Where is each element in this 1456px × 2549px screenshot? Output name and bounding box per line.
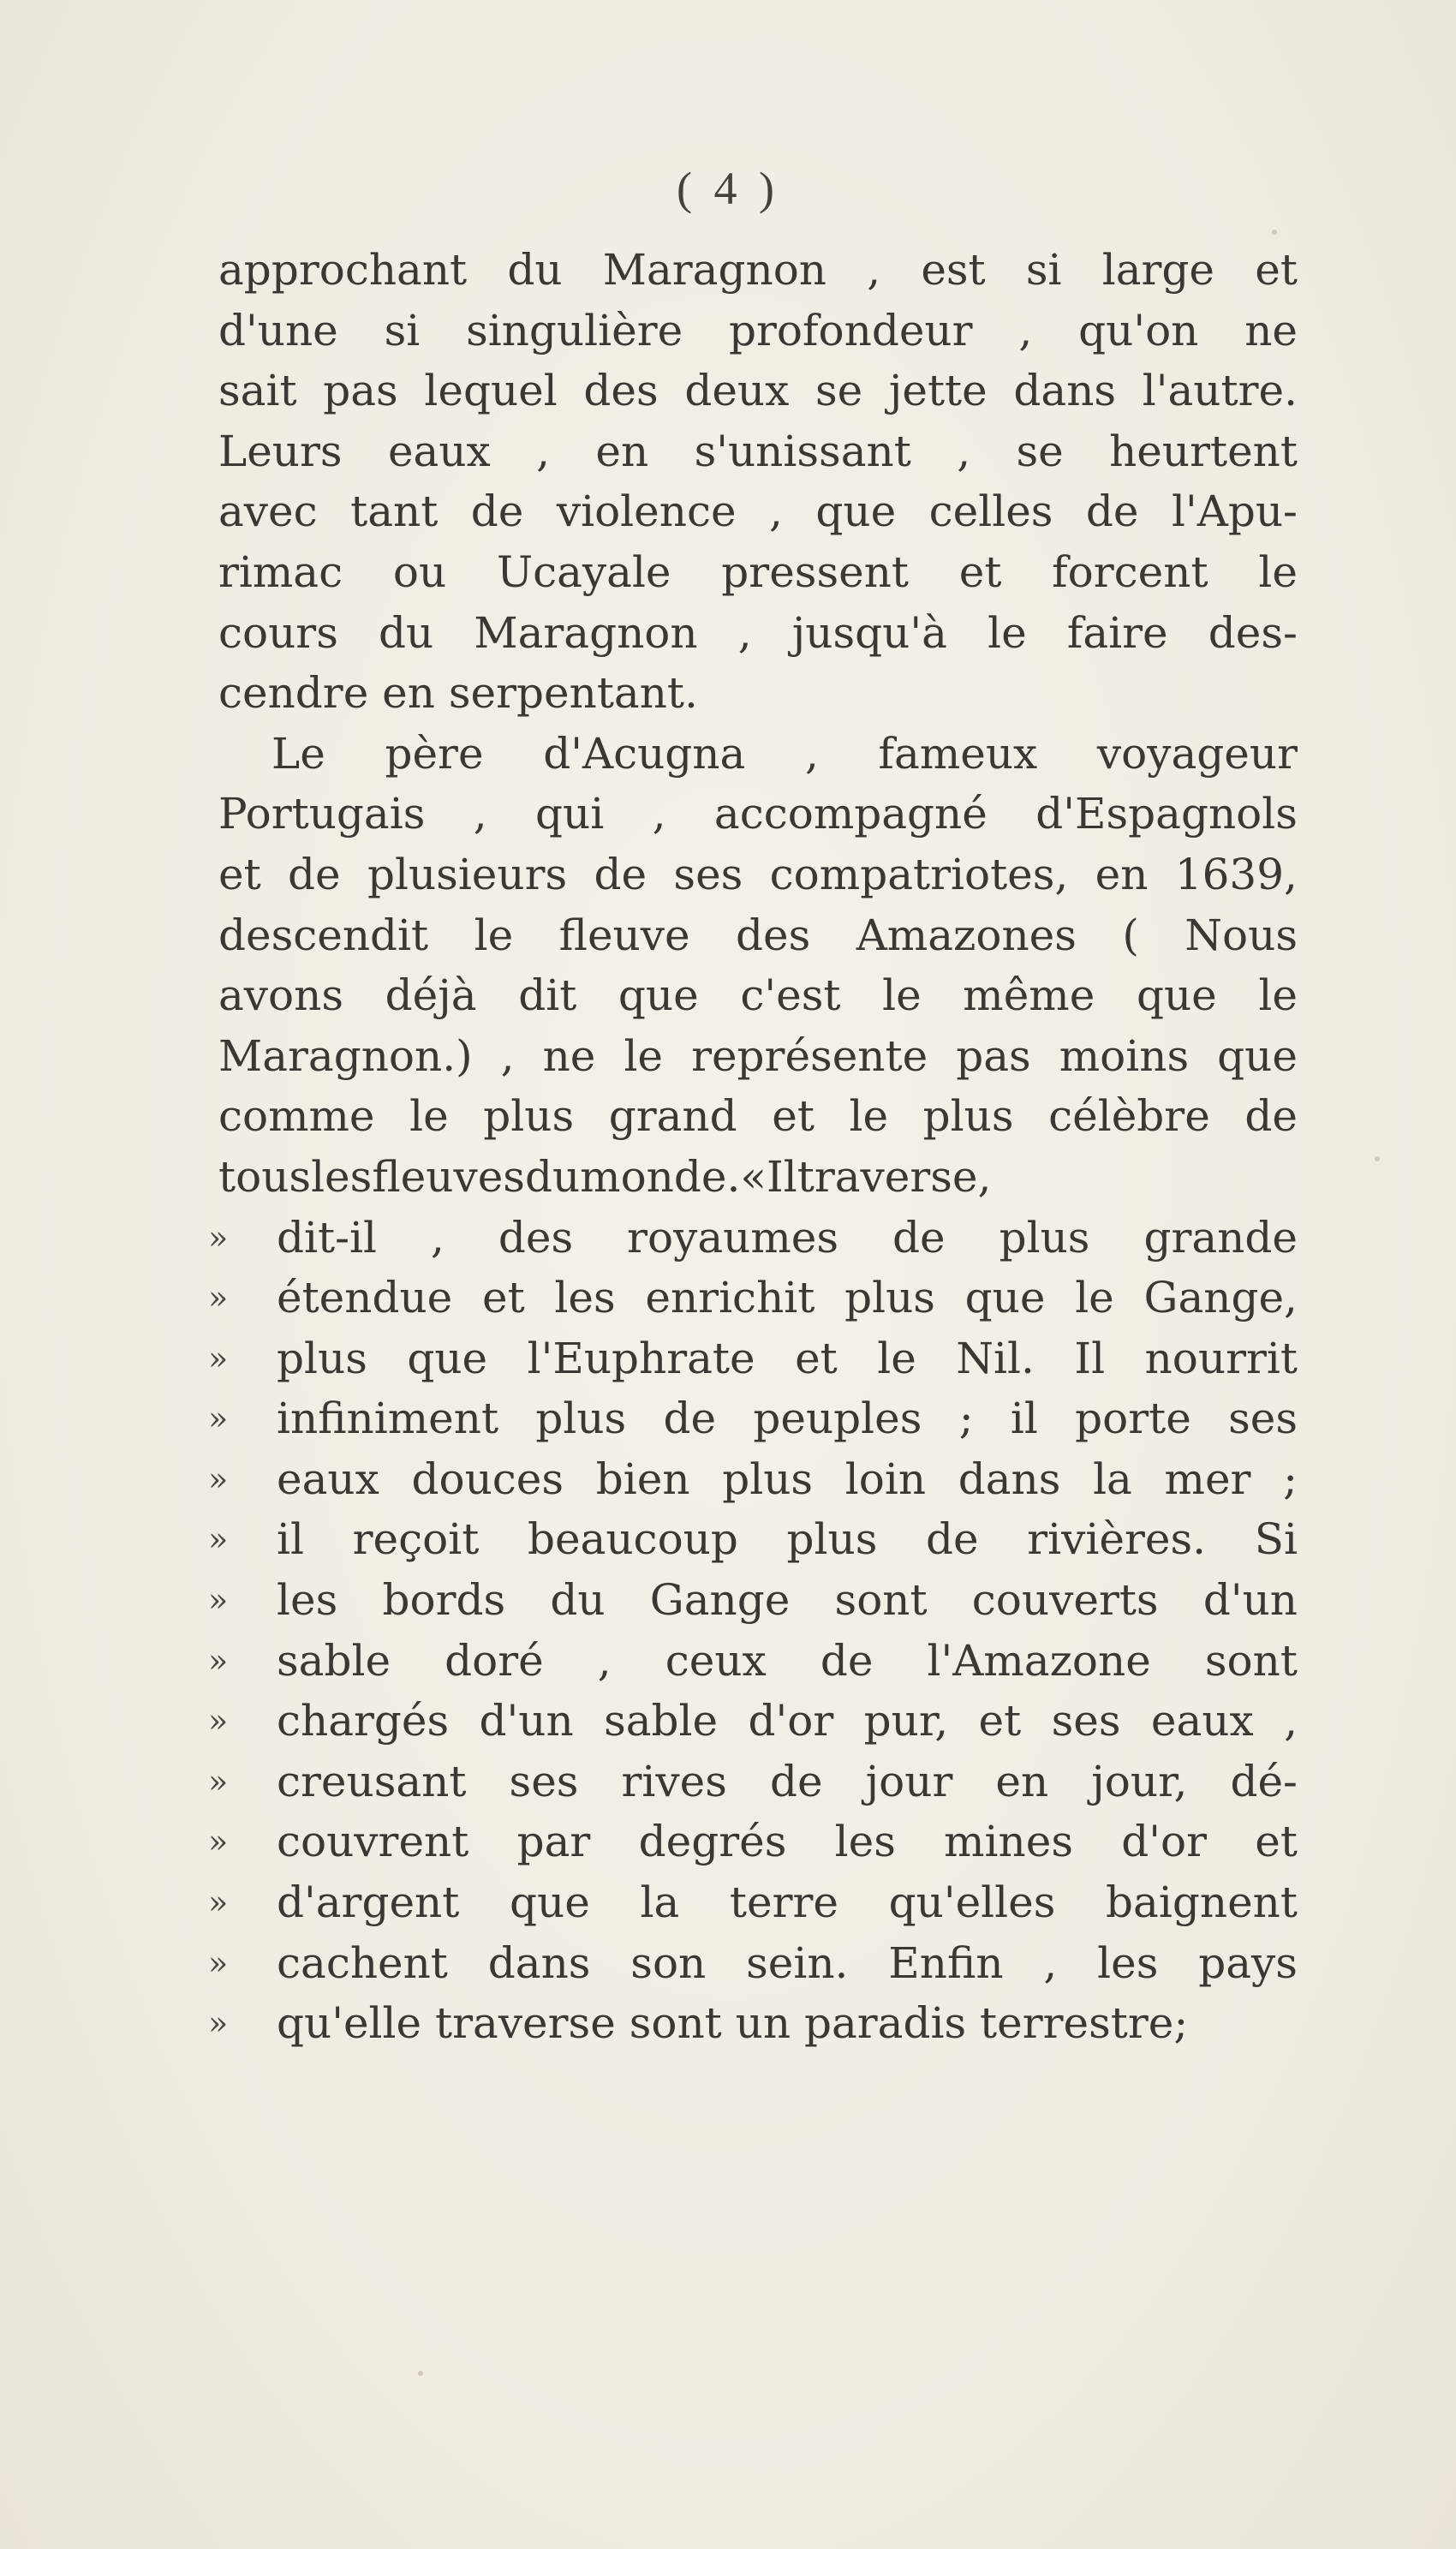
- text-line: avons déjà dit que c'est le même que le: [218, 970, 1298, 1021]
- quoted-line: [208, 1449, 1298, 1510]
- quoted-line: [208, 1933, 1298, 1994]
- quoted-line: [208, 1570, 1298, 1631]
- quoted-line: [208, 1328, 1298, 1389]
- quoted-line-text: sable doré , ceux de l'Amazone sont: [277, 1635, 1298, 1686]
- quoted-line: [208, 1812, 1298, 1872]
- quoted-line-text: creusant ses rives de jour en jour, dé-: [277, 1756, 1298, 1806]
- quoted-line-text: qu'elle traverse sont un paradis terrestre;: [277, 1998, 1189, 2049]
- text-line: descendit le fleuve des Amazones ( Nous: [218, 910, 1298, 960]
- quoted-line-text: dit-il , des royaumes de plus grande: [277, 1212, 1298, 1263]
- quotation-mark: »: [208, 1400, 229, 1438]
- text-line: rimac ou Ucayale pressent et forcent le: [218, 546, 1298, 597]
- text-line: sait pas lequel des deux se jette dans l'autre.: [218, 366, 1298, 416]
- quoted-line: [208, 1872, 1298, 1933]
- page-number: ( 4 ): [677, 163, 779, 214]
- text-line: d'une si singulière profondeur , qu'on ne: [218, 305, 1298, 355]
- paper-speck: [1375, 1156, 1380, 1161]
- text-line: Le père d'Acugna , fameux voyageur: [272, 728, 1298, 779]
- quoted-line: [208, 1752, 1298, 1812]
- quotation-mark: »: [208, 1581, 229, 1620]
- paragraph-2: [218, 724, 1298, 1208]
- paragraph-1: [218, 240, 1298, 724]
- quoted-line: [208, 1691, 1298, 1752]
- quoted-line-text: eaux douces bien plus loin dans la mer ;: [277, 1454, 1298, 1504]
- paper-speck: [1272, 230, 1277, 235]
- quotation-mark: »: [208, 1279, 229, 1317]
- quoted-line-text: il reçoit beaucoup plus de rivières. Si: [277, 1514, 1298, 1565]
- quotation-mark: »: [208, 1883, 229, 1922]
- quoted-line-text: couvrent par degrés les mines d'or et: [277, 1817, 1298, 1867]
- quotation: [208, 1208, 1298, 2054]
- quotation-mark: »: [208, 2004, 229, 2043]
- quotation-mark: »: [208, 1762, 229, 1800]
- text-line: cours du Maragnon , jusqu'à le faire des-: [218, 607, 1298, 658]
- quotation-mark: »: [208, 1641, 229, 1680]
- text-line: cendre en serpentant.: [218, 668, 698, 719]
- quotation-mark: »: [208, 1520, 229, 1559]
- text-line: approchant du Maragnon , est si large et: [218, 245, 1298, 295]
- quotation-mark: »: [208, 1339, 229, 1377]
- text-line: tous les fleuves du monde. « Il traverse ,: [218, 1151, 992, 1202]
- quotation-mark: »: [208, 1823, 229, 1861]
- quoted-line: [208, 1388, 1298, 1449]
- quotation-mark: »: [208, 1943, 229, 1982]
- quotation-mark: »: [208, 1702, 229, 1740]
- text-line: Portugais , qui , accompagné d'Espagnols: [218, 789, 1298, 839]
- paper-speck: [418, 2371, 423, 2376]
- quoted-line-text: plus que l'Euphrate et le Nil. Il nourrit: [277, 1333, 1298, 1383]
- quotation-mark: »: [208, 1460, 229, 1498]
- quoted-line: [208, 1631, 1298, 1692]
- quoted-line-text: les bords du Gange sont couverts d'un: [277, 1575, 1298, 1626]
- text-line: avec tant de violence , que celles de l'Apu-: [218, 487, 1298, 537]
- text-line: et de plusieurs de ses compatriotes, en 1639,: [218, 849, 1298, 899]
- quoted-line: [208, 1208, 1298, 1269]
- text-block: [208, 240, 1298, 2054]
- quoted-line-text: d'argent que la terre qu'elles baignent: [277, 1877, 1298, 1928]
- quoted-line: [208, 1993, 1298, 2054]
- text-line: Maragnon.) , ne le représente pas moins que: [218, 1030, 1298, 1081]
- text-line: comme le plus grand et le plus célèbre de: [218, 1091, 1298, 1142]
- quoted-line-text: infiniment plus de peuples ; il porte ses: [277, 1394, 1298, 1444]
- quoted-line-text: étendue et les enrichit plus que le Gange,: [277, 1273, 1298, 1323]
- quotation-mark: »: [208, 1218, 229, 1257]
- quoted-line: [208, 1509, 1298, 1570]
- quoted-line-text: cachent dans son sein. Enfin , les pays: [277, 1937, 1298, 1988]
- quoted-line: [208, 1268, 1298, 1328]
- quoted-line-text: chargés d'un sable d'or pur, et ses eaux ,: [277, 1696, 1298, 1746]
- text-line: Leurs eaux , en s'unissant , se heurtent: [218, 426, 1298, 476]
